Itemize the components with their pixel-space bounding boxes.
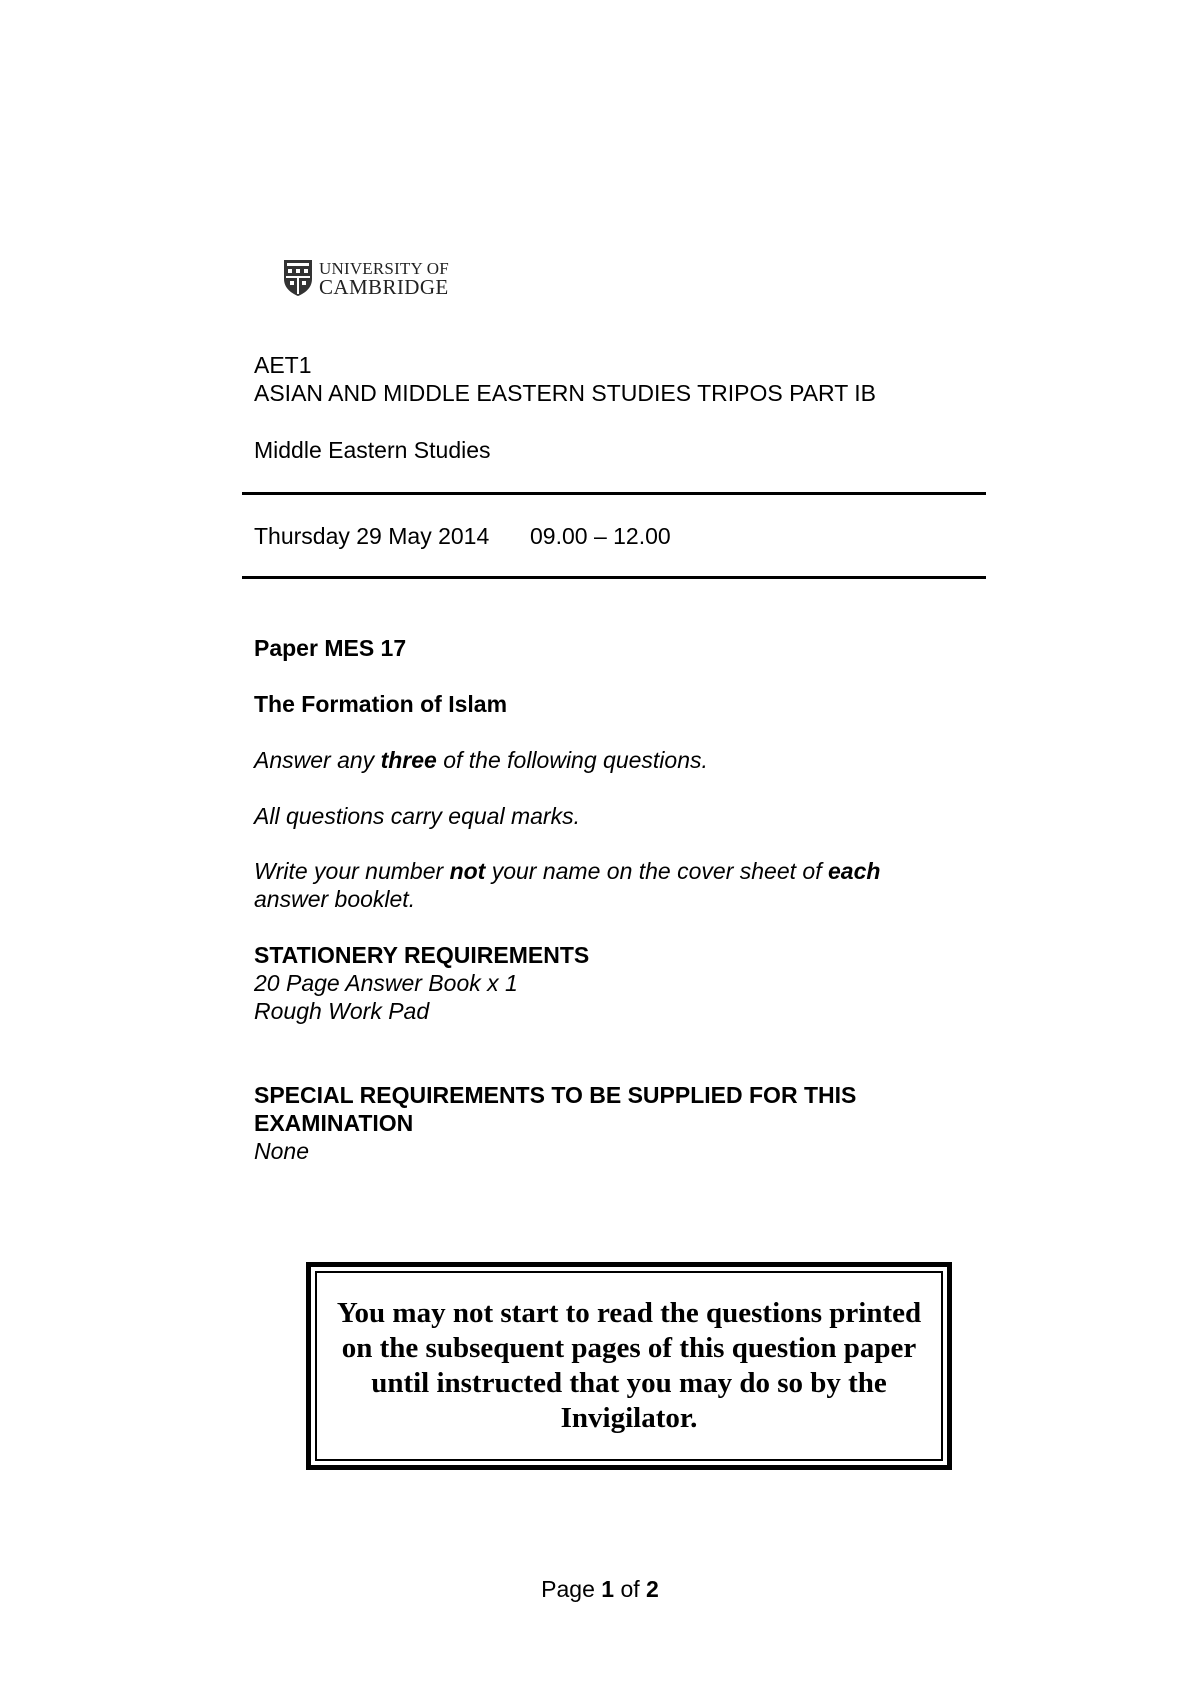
- top-rule: [242, 492, 986, 495]
- logo-line2: CAMBRIDGE: [319, 275, 449, 299]
- page-number: Page 1 of 2: [541, 1576, 659, 1602]
- special-heading-cont: EXAMINATION: [254, 1110, 414, 1136]
- exam-time: 09.00 – 12.00: [530, 523, 671, 549]
- invigilator-notice-box: [306, 1262, 952, 1470]
- exam-code: AET1: [254, 352, 312, 378]
- write-instruction-cont: answer booklet.: [254, 886, 416, 912]
- special-value: None: [254, 1138, 309, 1164]
- stationery-heading: STATIONERY REQUIREMENTS: [254, 942, 590, 968]
- university-logo: [283, 257, 449, 299]
- stationery-item: Rough Work Pad: [254, 998, 430, 1024]
- invigilator-notice: You may not start to read the questions printed on the subsequent pages of this question paper until instructed that you may do so by the Invigilator.: [336, 1297, 922, 1434]
- paper-number: Paper MES 17: [254, 635, 407, 661]
- cambridge-crest-icon: [283, 259, 313, 297]
- stationery-item: 20 Page Answer Book x 1: [254, 970, 518, 996]
- logo-line1: UNIVERSITY OF: [319, 259, 449, 278]
- answer-count: three: [380, 747, 437, 773]
- answer-instruction: Answer any three of the following questions.: [254, 747, 708, 773]
- subject-title: Middle Eastern Studies: [254, 437, 491, 463]
- bottom-rule: [242, 576, 986, 579]
- tripos-title: ASIAN AND MIDDLE EASTERN STUDIES TRIPOS PART IB: [254, 380, 876, 406]
- special-heading: SPECIAL REQUIREMENTS TO BE SUPPLIED FOR THIS: [254, 1082, 857, 1108]
- exam-date: Thursday 29 May 2014: [254, 523, 490, 549]
- paper-title: The Formation of Islam: [254, 691, 508, 717]
- write-instruction: Write your number not your name on the cover sheet of each: [254, 858, 881, 884]
- marks-instruction: All questions carry equal marks.: [254, 803, 580, 829]
